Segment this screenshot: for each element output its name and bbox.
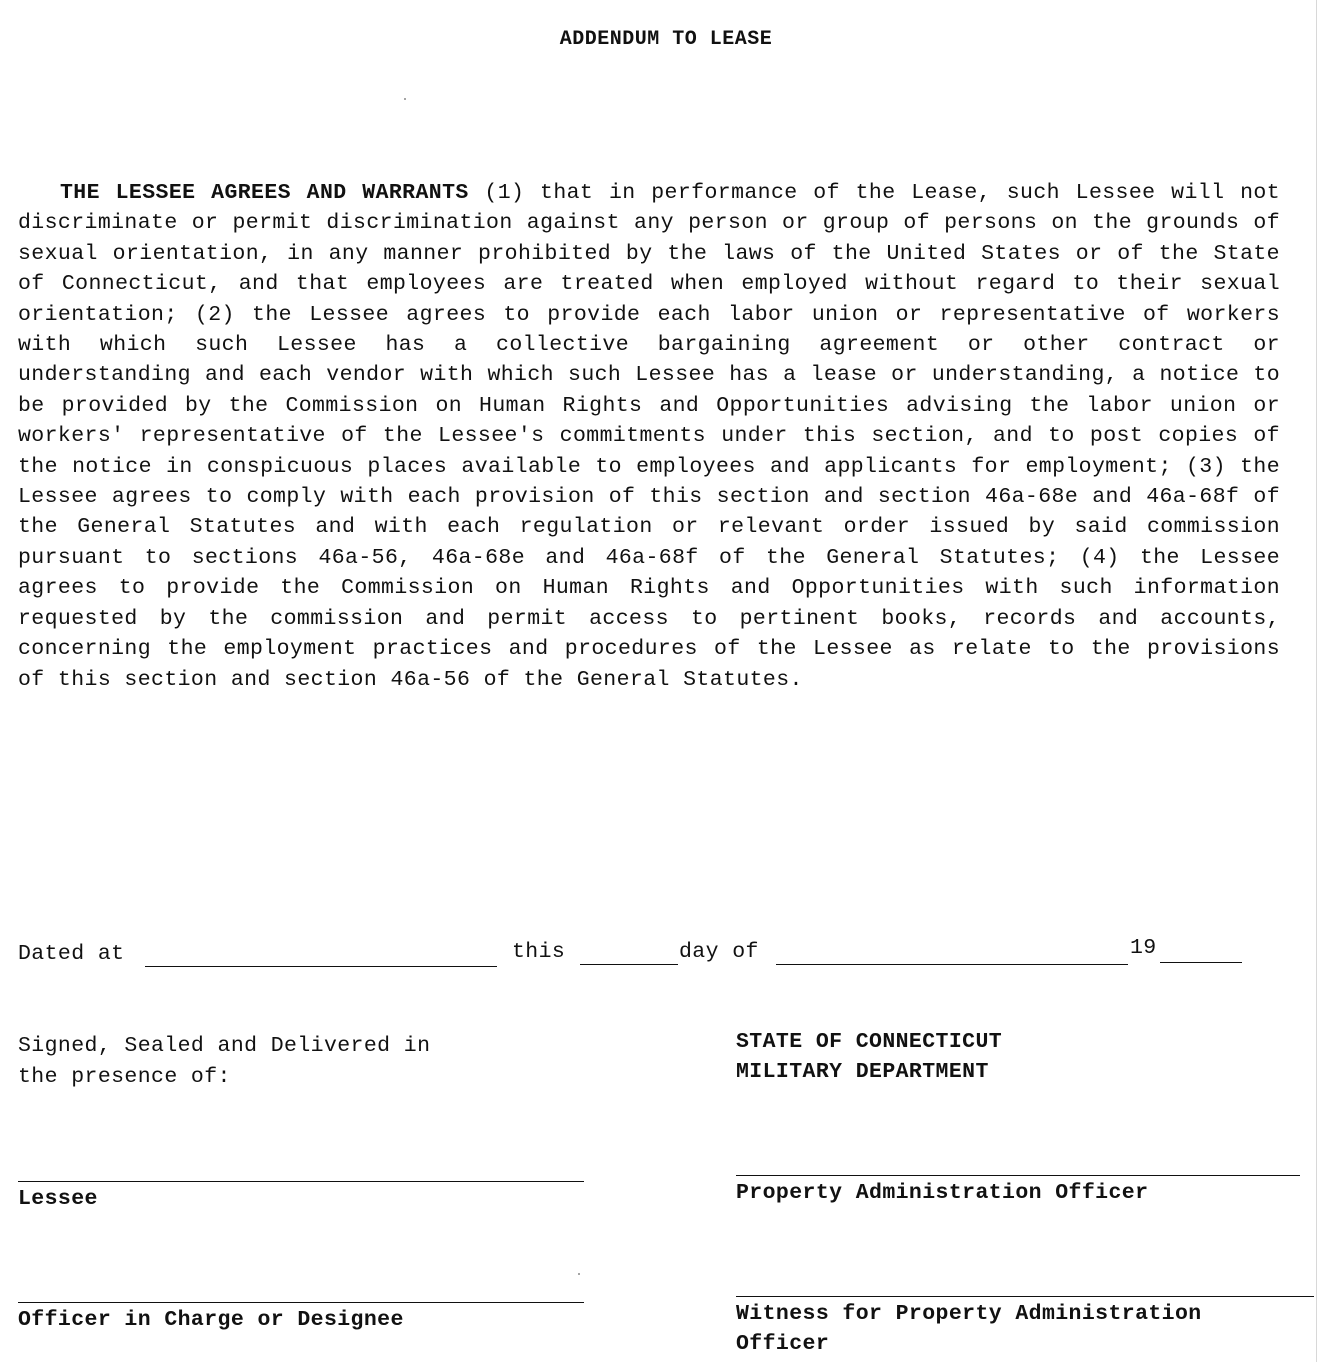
witness-pao-label-line1: Witness for Property Administration bbox=[736, 1302, 1202, 1326]
day-blank[interactable] bbox=[580, 964, 678, 965]
month-blank[interactable] bbox=[776, 964, 1128, 965]
scan-edge bbox=[1316, 0, 1317, 1362]
pao-signature-line[interactable] bbox=[736, 1175, 1300, 1176]
scan-speck bbox=[404, 98, 406, 100]
body-text: (1) that in performance of the Lease, such Lessee will not discriminate or permit discrimination against any person or group of persons on the grounds of sexual orientation, in any manner prohibited by the laws of the United States or of the State of Connecticut, and that employees are treated when employed without regard to their sexual orientation; (2) the Lessee agrees to provide each labor union or representative of workers with which such Lessee has a collective bargaining agreement or other contract or understanding and each vendor with which such Lessee has a lease or understanding, a notice to be provided by the Commission on Human Rights and Opportunities advising the labor union or workers' representative of the Lessee's commitments under this section, and to post copies of the notice in conspicuous places available to employees and applicants for employment; (3) the Lessee agrees to comply with each provision of this section and section 46a-68e and 46a-68f of the General Statutes and with each regulation or relevant order issued by said commission pursuant to sections 46a-56, 46a-68e and 46a-68f of the General Statutes; (4) the Lessee agrees to provide the Commission on Human Rights and Opportunities with such information requested by the commission and permit access to pertinent books, records and accounts, concerning the employment practices and procedures of the Lessee as relate to the provisions of this section and section 46a-56 of the General Statutes. bbox=[18, 181, 1280, 692]
lease-body-paragraph bbox=[18, 178, 1280, 695]
pao-label: Property Administration Officer bbox=[736, 1181, 1149, 1205]
lessee-signature-line[interactable] bbox=[18, 1181, 584, 1182]
body-lead-text: THE LESSEE AGREES AND WARRANTS bbox=[60, 181, 469, 205]
year-prefix: 19 bbox=[1130, 936, 1157, 960]
witness-pao-label-line2: Officer bbox=[736, 1332, 830, 1356]
document-title: ADDENDUM TO LEASE bbox=[559, 28, 773, 51]
witness-heading-line2: the presence of: bbox=[18, 1065, 231, 1089]
day-of-label: day of bbox=[679, 940, 759, 964]
officer-signature-line[interactable] bbox=[18, 1302, 584, 1303]
state-heading-line2: MILITARY DEPARTMENT bbox=[736, 1060, 989, 1084]
this-label: this bbox=[512, 940, 566, 964]
state-heading-line1: STATE OF CONNECTICUT bbox=[736, 1030, 1003, 1054]
witness-pao-signature-line[interactable] bbox=[736, 1296, 1314, 1297]
lessee-label: Lessee bbox=[18, 1187, 98, 1211]
witness-heading-line1: Signed, Sealed and Delivered in bbox=[18, 1034, 431, 1058]
scan-speck bbox=[578, 1273, 580, 1275]
year-blank[interactable] bbox=[1160, 962, 1242, 963]
dated-at-label: Dated at bbox=[18, 942, 125, 966]
officer-label: Officer in Charge or Designee bbox=[18, 1308, 404, 1332]
dated-at-blank[interactable] bbox=[145, 966, 497, 967]
